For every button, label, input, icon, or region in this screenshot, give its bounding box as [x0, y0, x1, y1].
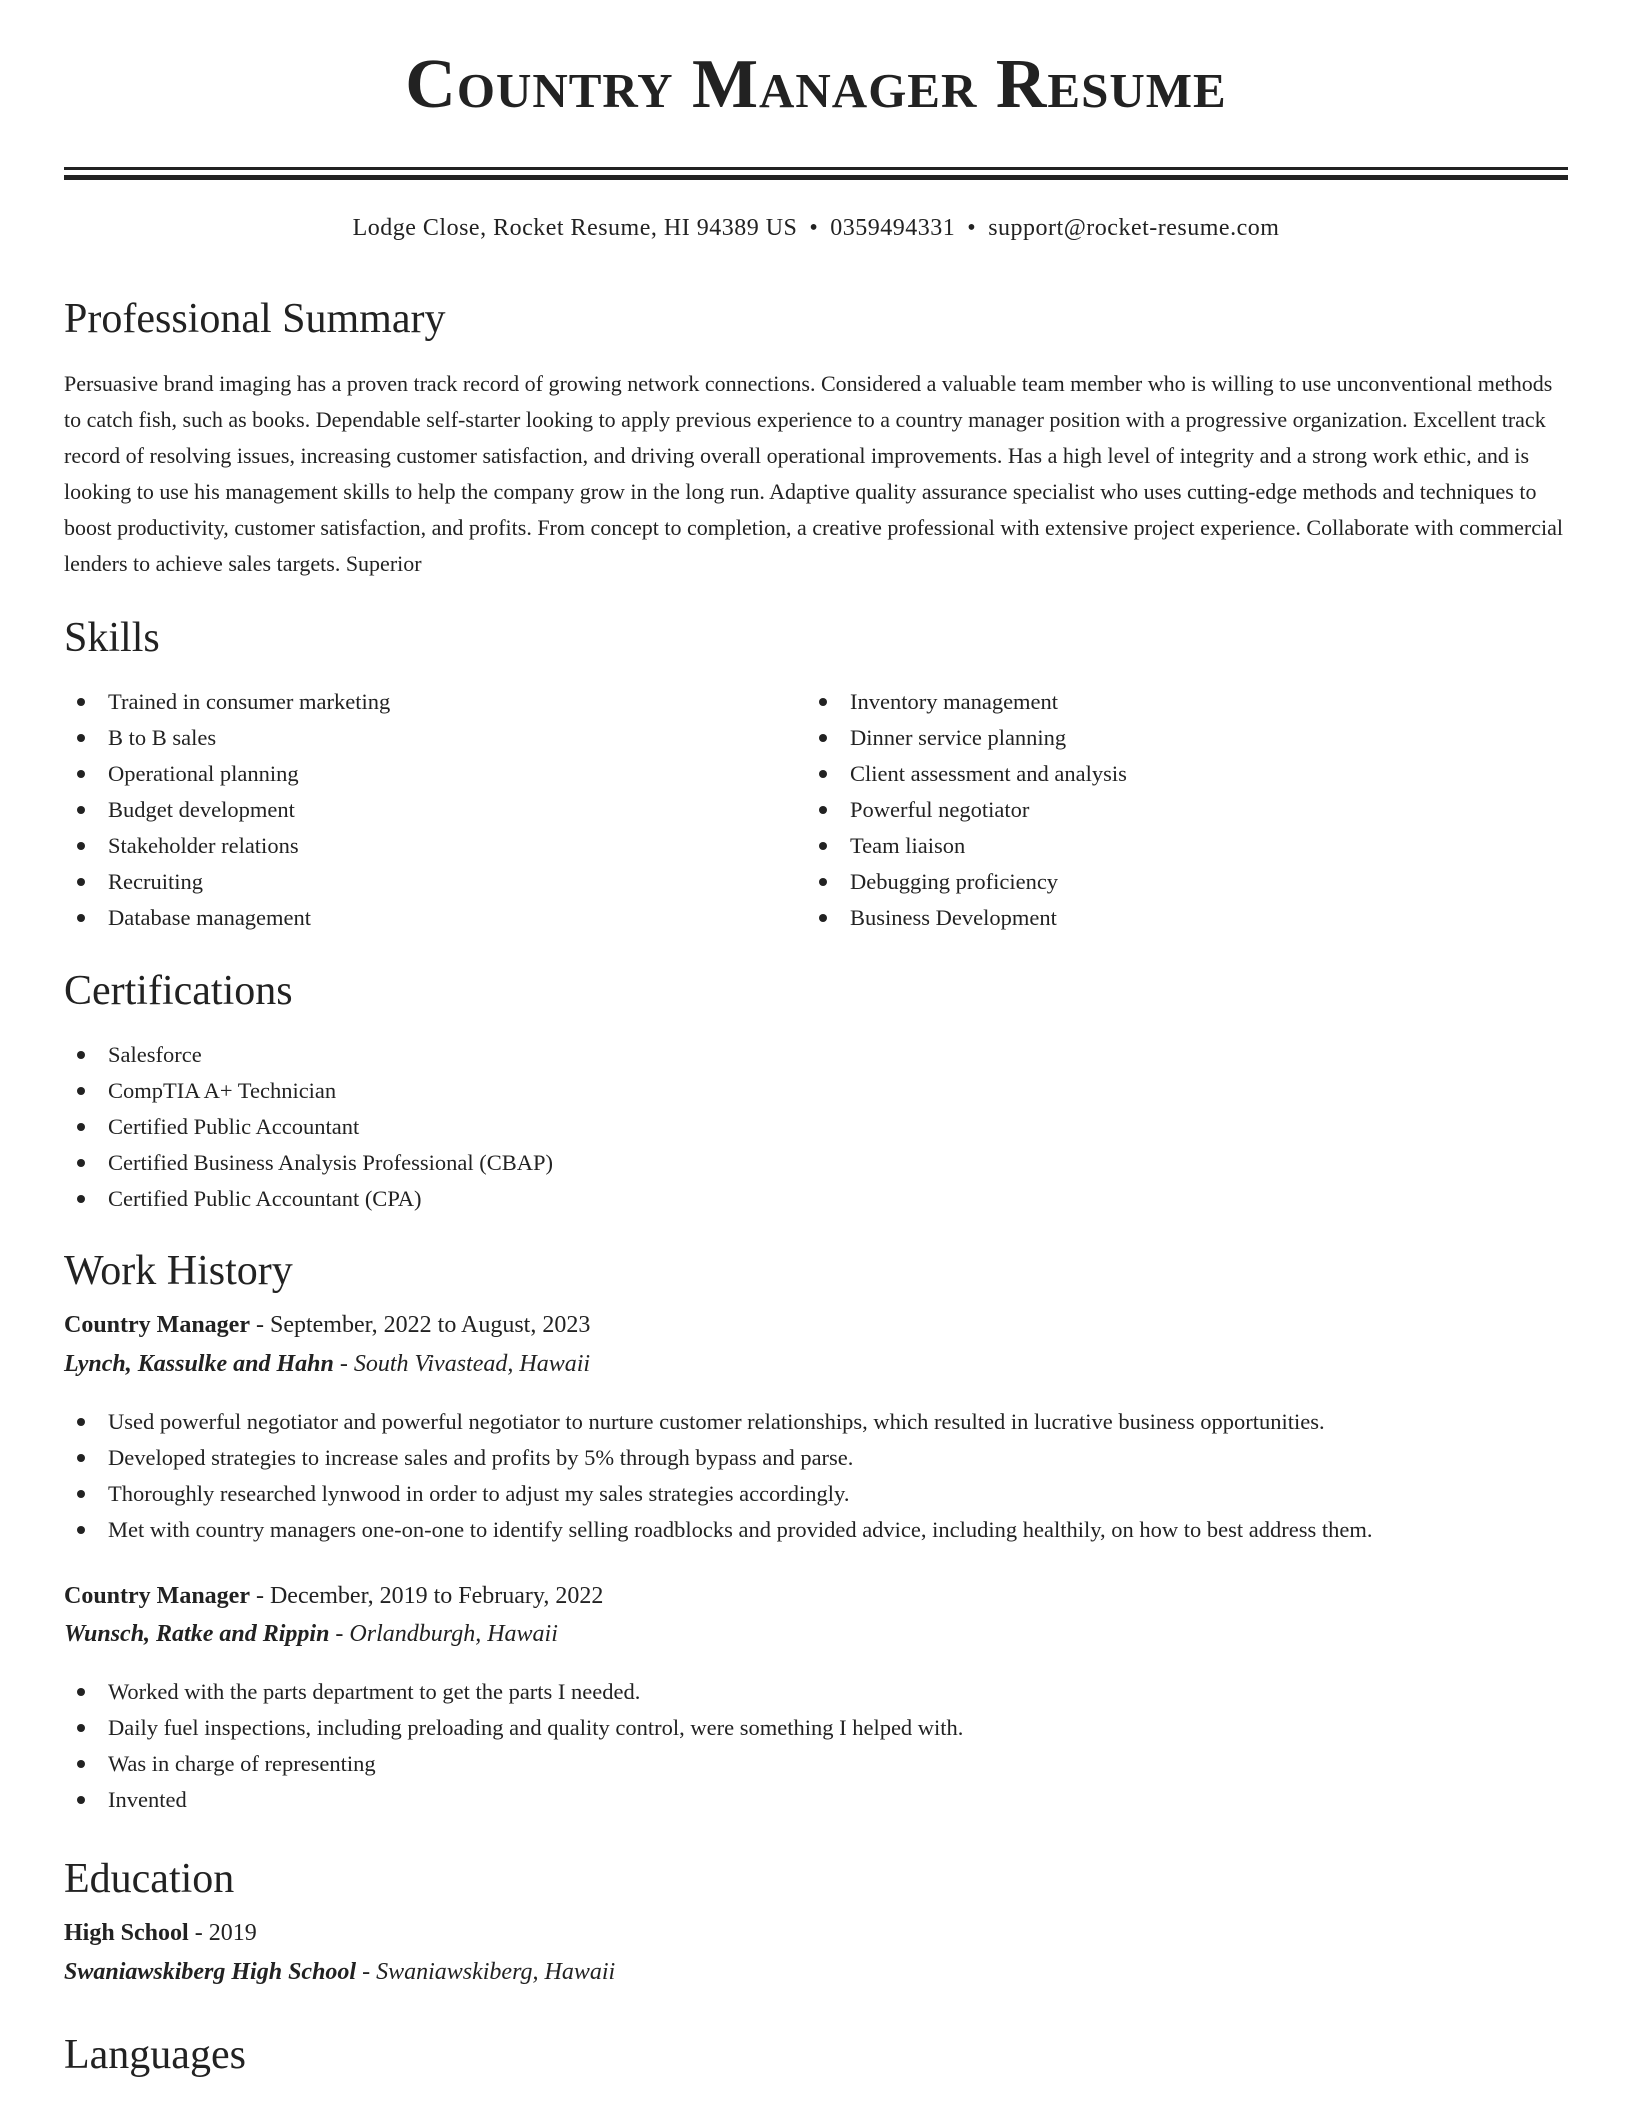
skill-item: Budget development	[64, 792, 804, 828]
bullet-icon	[77, 1195, 85, 1203]
skill-item: Powerful negotiator	[806, 792, 1546, 828]
skill-item: Client assessment and analysis	[806, 756, 1546, 792]
bullet-icon	[77, 698, 85, 706]
company-location: - Orlandburgh, Hawaii	[329, 1621, 558, 1647]
skill-item: Business Development	[806, 900, 1546, 936]
title-divider-thin	[64, 175, 1568, 180]
school-name: Swaniawskiberg High School	[64, 1959, 357, 1985]
bullet-icon	[77, 734, 85, 742]
job-title: Country Manager	[64, 1312, 250, 1338]
contact-address: Lodge Close, Rocket Resume, HI 94389 US	[352, 215, 798, 241]
certification-item: Certified Public Accountant (CPA)	[64, 1181, 1568, 1217]
bullet-icon	[77, 806, 85, 814]
job-bullet: Daily fuel inspections, including preloading and quality control, were something I helped with.	[64, 1710, 1568, 1746]
bullet-icon	[77, 770, 85, 778]
bullet-icon	[77, 914, 85, 922]
languages-heading: Languages	[64, 2032, 246, 2078]
bullet-icon	[77, 878, 85, 886]
contact-separator: •	[967, 215, 977, 241]
bullet-icon	[77, 842, 85, 850]
bullet-icon	[819, 878, 827, 886]
education-year: - 2019	[188, 1920, 257, 1946]
work-history-heading: Work History	[64, 1248, 293, 1294]
education-degree-line	[64, 1921, 257, 1945]
job-bullet: Was in charge of representing	[64, 1746, 1568, 1782]
bullet-icon	[819, 770, 827, 778]
contact-phone: 0359494331	[830, 215, 956, 241]
skill-item: Team liaison	[806, 828, 1546, 864]
job-title: Country Manager	[64, 1583, 250, 1609]
bullet-icon	[819, 842, 827, 850]
bullet-icon	[77, 1454, 85, 1462]
contact-line	[64, 215, 1568, 242]
skills-list-right	[806, 684, 1546, 936]
education-heading: Education	[64, 1856, 235, 1902]
company-name: Lynch, Kassulke and Hahn	[64, 1351, 334, 1377]
job-bullets	[64, 1674, 1568, 1818]
bullet-icon	[77, 1688, 85, 1696]
school-location: - Swaniawskiberg, Hawaii	[356, 1959, 616, 1985]
skill-item: B to B sales	[64, 720, 804, 756]
contact-separator: •	[809, 215, 819, 241]
company-line	[64, 1622, 558, 1646]
skill-item: Operational planning	[64, 756, 804, 792]
job-bullet: Invented	[64, 1782, 1568, 1818]
bullet-icon	[77, 1051, 85, 1059]
bullet-icon	[77, 1796, 85, 1804]
job-dates: - September, 2022 to August, 2023	[249, 1312, 591, 1338]
bullet-icon	[77, 1724, 85, 1732]
job-bullet: Developed strategies to increase sales and profits by 5% through bypass and parse.	[64, 1440, 1568, 1476]
job-dates: - December, 2019 to February, 2022	[249, 1583, 604, 1609]
company-location: - South Vivastead, Hawaii	[333, 1351, 591, 1377]
certification-item: CompTIA A+ Technician	[64, 1073, 1568, 1109]
company-name: Wunsch, Ratke and Rippin	[64, 1621, 330, 1647]
job-bullet: Thoroughly researched lynwood in order to adjust my sales strategies accordingly.	[64, 1476, 1568, 1512]
bullet-icon	[819, 698, 827, 706]
skill-item: Inventory management	[806, 684, 1546, 720]
skill-item: Database management	[64, 900, 804, 936]
job-bullet: Worked with the parts department to get the parts I needed.	[64, 1674, 1568, 1710]
job-bullets	[64, 1404, 1568, 1548]
certifications-list	[64, 1037, 1568, 1217]
job-title-line	[64, 1584, 603, 1608]
contact-email[interactable]: support@rocket-resume.com	[988, 215, 1280, 241]
company-line	[64, 1352, 590, 1376]
skills-heading: Skills	[64, 615, 160, 661]
certification-item: Certified Business Analysis Professional (CBAP)	[64, 1145, 1568, 1181]
bullet-icon	[77, 1526, 85, 1534]
bullet-icon	[819, 914, 827, 922]
bullet-icon	[77, 1159, 85, 1167]
summary-text: Persuasive brand imaging has a proven track record of growing network connections. Considered a valuable team member who is willing to use unconventional methods to catch fish, such as books. Dependable self-starter looking to apply previous experience to a country manager position with a progressive organization. Excellent track record of resolving issues, increasing customer satisfaction, and driving overall operational improvements. Has a high level of integrity and a strong work ethic, and is looking to use his management skills to help the company grow in the long run. Adaptive quality assurance specialist who uses cutting-edge methods and techniques to boost productivity, customer satisfaction, and profits. From concept to completion, a creative professional with extensive project experience. Collaborate with commercial lenders to achieve sales targets. Superior	[64, 371, 1564, 576]
job-title-line	[64, 1313, 590, 1337]
skill-item: Recruiting	[64, 864, 804, 900]
certification-item: Salesforce	[64, 1037, 1568, 1073]
education-degree: High School	[64, 1920, 189, 1946]
bullet-icon	[819, 734, 827, 742]
bullet-icon	[77, 1123, 85, 1131]
bullet-icon	[77, 1087, 85, 1095]
job-bullet: Used powerful negotiator and powerful negotiator to nurture customer relationships, which resulted in lucrative business opportunities.	[64, 1404, 1568, 1440]
bullet-icon	[77, 1490, 85, 1498]
skill-item: Dinner service planning	[806, 720, 1546, 756]
certifications-heading: Certifications	[64, 968, 293, 1014]
resume-title: Country Manager Resume	[405, 46, 1227, 123]
bullet-icon	[77, 1760, 85, 1768]
job-bullet: Met with country managers one-on-one to identify selling roadblocks and provided advice, including healthily, on how to best address them.	[64, 1512, 1568, 1548]
bullet-icon	[77, 1418, 85, 1426]
education-school-line	[64, 1960, 615, 1984]
bullet-icon	[819, 806, 827, 814]
skill-item: Debugging proficiency	[806, 864, 1546, 900]
skill-item: Stakeholder relations	[64, 828, 804, 864]
skills-list-left	[64, 684, 804, 936]
skill-item: Trained in consumer marketing	[64, 684, 804, 720]
summary-heading: Professional Summary	[64, 296, 446, 342]
title-divider-thick	[64, 167, 1568, 170]
certification-item: Certified Public Accountant	[64, 1109, 1568, 1145]
